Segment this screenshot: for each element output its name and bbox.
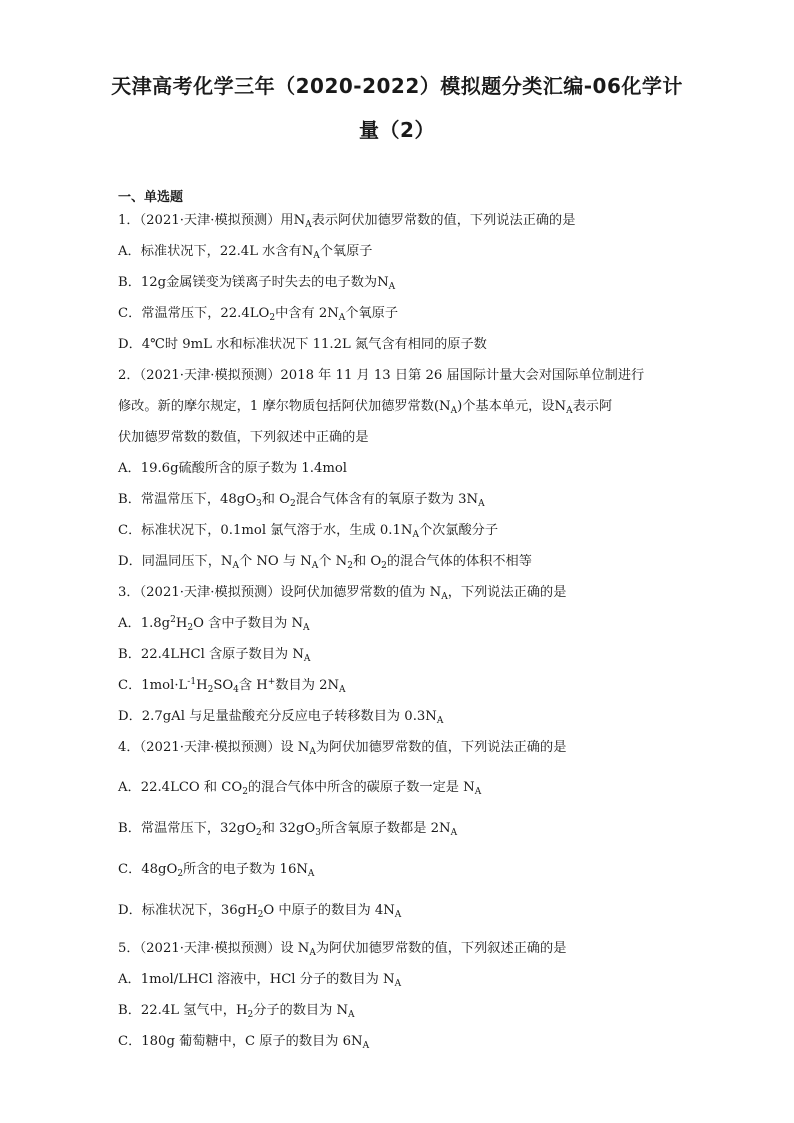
page-title-continued: 量（2） <box>359 118 435 142</box>
q5-option-c: C．180g 葡萄糖中，C 原子的数目为 $6N_A$ <box>118 1034 370 1051</box>
q5-option-a: A．1mol/LHCl 溶液中，HCl 分子的数目为 $N_A$ <box>118 972 402 989</box>
q3-option-b: B．22.4LHCl 含原子数目为 $N_A$ <box>118 647 311 664</box>
q4-option-c: C．$48gO_2$所含的电子数为 $16N_A$ <box>118 862 315 879</box>
q5-stem: 5．（2021·天津·模拟预测）设 $N_A$为阿伏加德罗常数的值，下列叙述正确的是 <box>118 941 567 958</box>
q2-option-c: C．标准状况下，0.1mol 氯气溶于水，生成 $0.1N_A$个次氯酸分子 <box>118 523 499 540</box>
q4-option-a: A．22.4LCO 和 $CO_2$的混合气体中所含的碳原子数一定是 $N_A$ <box>118 780 482 797</box>
q2-stem-line1: 2．（2021·天津·模拟预测）2018 年 11 月 13 日第 26 届国际计量大会对国际单位制进行 <box>118 368 645 383</box>
q4-option-d: D．标准状况下，$36gH_2O$ 中原子的数目为 $4N_A$ <box>118 903 402 920</box>
section-heading: 一、单选题 <box>118 190 184 205</box>
q2-stem-line3: 伏加德罗常数的数值，下列叙述中正确的是 <box>118 430 369 445</box>
q2-option-a: A．19.6g硫酸所含的原子数为 1.4mol <box>118 461 348 476</box>
q1-option-c: C．常温常压下，$22.4LO_2$中含有 $2N_A$个氧原子 <box>118 306 399 323</box>
q4-stem: 4．（2021·天津·模拟预测）设 $N_A$为阿伏加德罗常数的值，下列说法正确的是 <box>118 740 567 757</box>
q3-stem: 3．（2021·天津·模拟预测）设阿伏加德罗常数的值为 $N_A$，下列说法正确的是 <box>118 585 567 602</box>
q2-stem-line2: 修改。新的摩尔规定，1 摩尔物质包括阿伏加德罗常数$(N_A)$个基本单元，设$N_A$表示阿 <box>118 399 613 416</box>
q1-option-b: B．12g金属镁变为镁离子时失去的电子数为$N_A$ <box>118 275 396 292</box>
q2-option-b: B．常温常压下，$48gO_3$和 $O_2$混合气体含有的氧原子数为 $3N_A$ <box>118 492 485 509</box>
q3-option-a: A．$1.8g^2H_2O$ 含中子数目为 $N_A$ <box>118 615 310 633</box>
q3-option-c: C．$1mol\cdot L^{-1}H_2SO_4$含 H+数目为 $2N_A$ <box>118 677 346 695</box>
q3-option-d: D．2.7gAl 与足量盐酸充分反应电子转移数目为 $0.3N_A$ <box>118 709 444 726</box>
q1-option-d: D．4℃时 9mL 水和标准状况下 11.2L 氮气含有相同的原子数 <box>118 337 487 352</box>
q2-option-d: D．同温同压下，$N_A$个 NO 与 $N_A$个 $N_2$和 $O_2$的混合气体的体积不相等 <box>118 554 532 571</box>
page-title: 天津高考化学三年（2020-2022）模拟题分类汇编-06化学计 <box>111 74 683 98</box>
q4-option-b: B．常温常压下，$32gO_2$和 $32gO_3$所含氧原子数都是 $2N_A$ <box>118 821 458 838</box>
q5-option-b: B．22.4L 氢气中，$H_2$分子的数目为 $N_A$ <box>118 1003 355 1020</box>
q1-option-a: A．标准状况下，22.4L 水含有$N_A$个氧原子 <box>118 244 373 261</box>
q1-stem: 1．（2021·天津·模拟预测）用$N_A$表示阿伏加德罗常数的值，下列说法正确的是 <box>118 213 576 230</box>
